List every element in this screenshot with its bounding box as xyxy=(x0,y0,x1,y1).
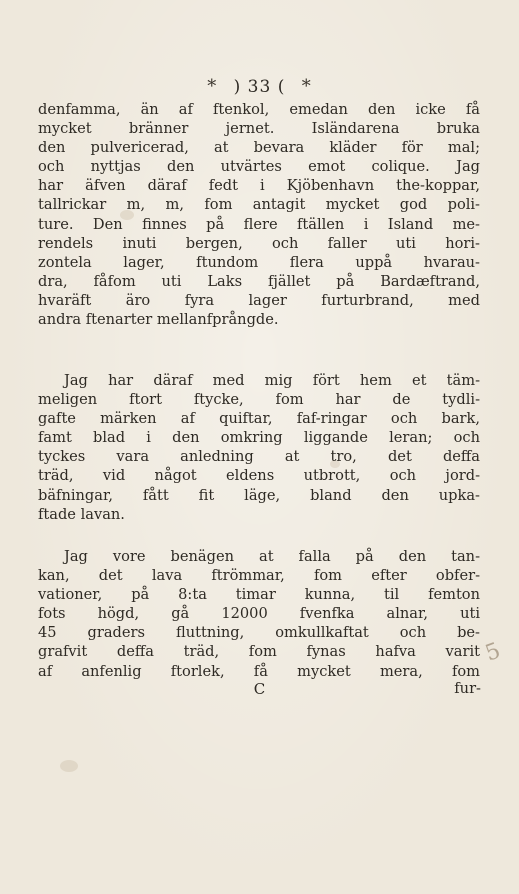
text-line: och nyttjas den utvärtes emot colique. Jag xyxy=(38,158,480,176)
text-line: bäfningar, fått fit läge, bland den upka- xyxy=(38,486,480,504)
text-line: denfamma, än af ftenkol, emedan den icke få xyxy=(38,101,480,118)
foxing-spot xyxy=(60,760,78,772)
text-line: den pulvericerad, at bevara kläder för mal; xyxy=(38,139,480,157)
paragraph-1 xyxy=(38,100,480,329)
text-line: famt blad i den omkring liggande leran; och xyxy=(38,429,480,447)
signature-mark: C xyxy=(253,680,266,698)
text-line: hvaräft äro fyra lager furturbrand, med xyxy=(38,291,480,309)
paragraph-2 xyxy=(38,371,480,524)
text-line: kan, det lava ftrömmar, fom efter obfer- xyxy=(38,567,480,585)
ornament-left: * xyxy=(207,76,218,97)
text-line: fots högd, gå 12000 fvenfka alnar, uti xyxy=(38,605,480,623)
text-line: tyckes vara anledning at tro, det deffa xyxy=(38,448,480,466)
text-line: tallrickar m, m, fom antagit mycket god poli- xyxy=(38,196,480,214)
text-line: andra ftenarter mellanfprångde. xyxy=(38,311,279,329)
text-line: gafte märken af quiftar, faf-ringar och bark, xyxy=(38,410,480,428)
text-line: träd, vid något eldens utbrott, och jord- xyxy=(38,467,480,485)
margin-pencil-mark: 5 xyxy=(482,638,504,667)
ornament-right: * xyxy=(301,76,312,97)
text-line: af anfenlig ftorlek, få mycket mera, fom xyxy=(38,662,480,680)
text-line: grafvit deffa träd, fom fynas hafva varit xyxy=(38,643,480,661)
paragraph-3 xyxy=(38,547,480,681)
text-line: ftade lavan. xyxy=(38,505,125,523)
text-line: Jag vore benägen at falla på den tan- xyxy=(64,548,480,565)
text-line: har äfven däraf fedt i Kjöbenhavn the-koppar, xyxy=(38,177,480,195)
catchword: fur- xyxy=(454,680,481,697)
text-line: Jag har däraf med mig fört hem et täm- xyxy=(64,372,480,389)
running-header xyxy=(0,76,519,97)
text-line: rendels inuti bergen, och faller uti hori- xyxy=(38,234,480,252)
text-line: 45 graders fluttning, omkullkaftat och be- xyxy=(38,624,480,642)
text-line: dra, fåfom uti Laks fjället på Bardæftrand, xyxy=(38,272,480,290)
text-line: ture. Den finnes på flere ftällen i Island me- xyxy=(38,215,480,233)
text-line: zontela lager, ftundom flera uppå hvarau- xyxy=(38,253,480,271)
page-number: ) 33 ( xyxy=(233,77,286,97)
text-line: meligen ftort ftycke, fom har de tydli- xyxy=(38,391,480,409)
text-line: mycket bränner jernet. Isländarena brukа xyxy=(38,120,480,138)
text-line: vationer, på 8:ta timar kunna, til femton xyxy=(38,586,480,604)
